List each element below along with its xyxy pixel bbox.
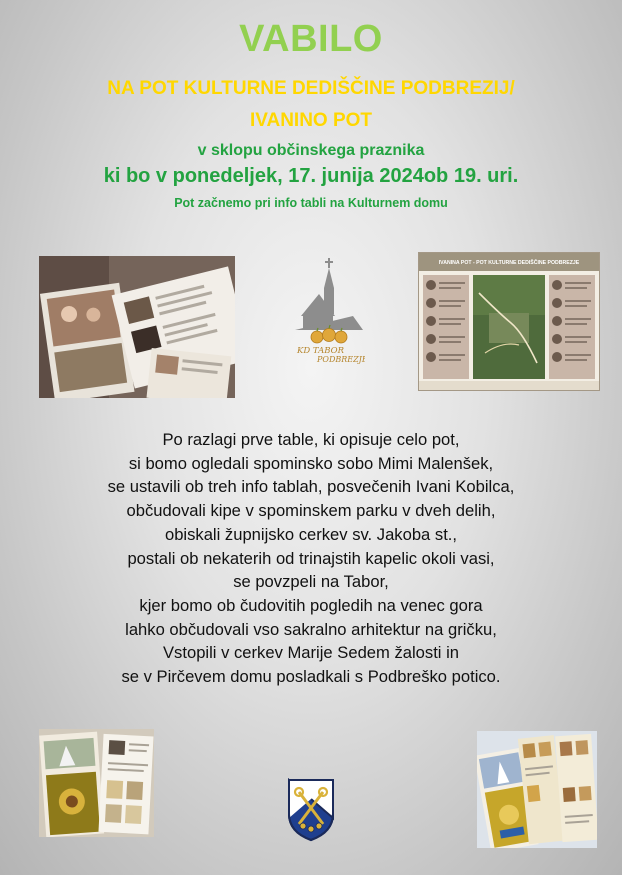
body-line: se povzpeli na Tabor,: [233, 572, 389, 592]
body-line: se v Pirčevem domu posladkali s Podbreško potico.: [121, 667, 501, 687]
subtitle-line-2: IVANINO POT: [249, 110, 373, 131]
kd-tabor-logo: [293, 258, 365, 364]
logo-text-line1: KD TABOR: [297, 346, 344, 356]
body-line: Po razlagi prve table, ki opisuje celo pot,: [162, 430, 460, 449]
body-line: obiskali župnijsko cerkev sv. Jakoba st.,: [164, 524, 458, 544]
body-line: lahko občudovali vso sakralno arhitektur na gričku,: [125, 619, 497, 639]
leaflet-photo-right: [477, 731, 597, 848]
invitation-body: [0, 428, 622, 689]
info-board-photo: [418, 252, 600, 391]
event-context: v sklopu občinskega praznika: [197, 142, 425, 159]
municipal-crest-icon: [287, 778, 335, 842]
subtitle-line-1: NA POT KULTURNE DEDIŠČINE PODBREZIJ/: [107, 78, 515, 99]
brochure-photo: [39, 256, 235, 398]
body-line: občudovali kipe v spominskem parku v dveh delih,: [126, 501, 496, 521]
body-line: si bomo ogledali spominsko sobo Mimi Malenšek,: [128, 453, 494, 473]
start-point: Pot začnemo pri info tabli na Kulturnem domu: [174, 196, 448, 210]
logo-text-line2: PODBREZJE: [317, 355, 365, 364]
info-board-title: IVANINA POT - POT KULTURNE DEDIŠČINE PODBREZJE: [438, 260, 580, 266]
body-line: Vstopili v cerkev Marije Sedem žalosti in: [162, 643, 460, 663]
page-title: VABILO: [239, 18, 383, 60]
body-line: kjer bomo ob čudovitih pogledih na venec gora: [139, 595, 483, 615]
event-date-time: ki bo v ponedeljek, 17. junija 2024ob 19. uri.: [103, 165, 519, 187]
body-line: se ustavili ob treh info tablah, posvečenih Ivani Kobilca,: [107, 477, 515, 497]
body-line: postali ob nekaterih od trinajstih kapelic okoli vasi,: [127, 548, 495, 568]
leaflet-photo-left: [39, 729, 154, 837]
